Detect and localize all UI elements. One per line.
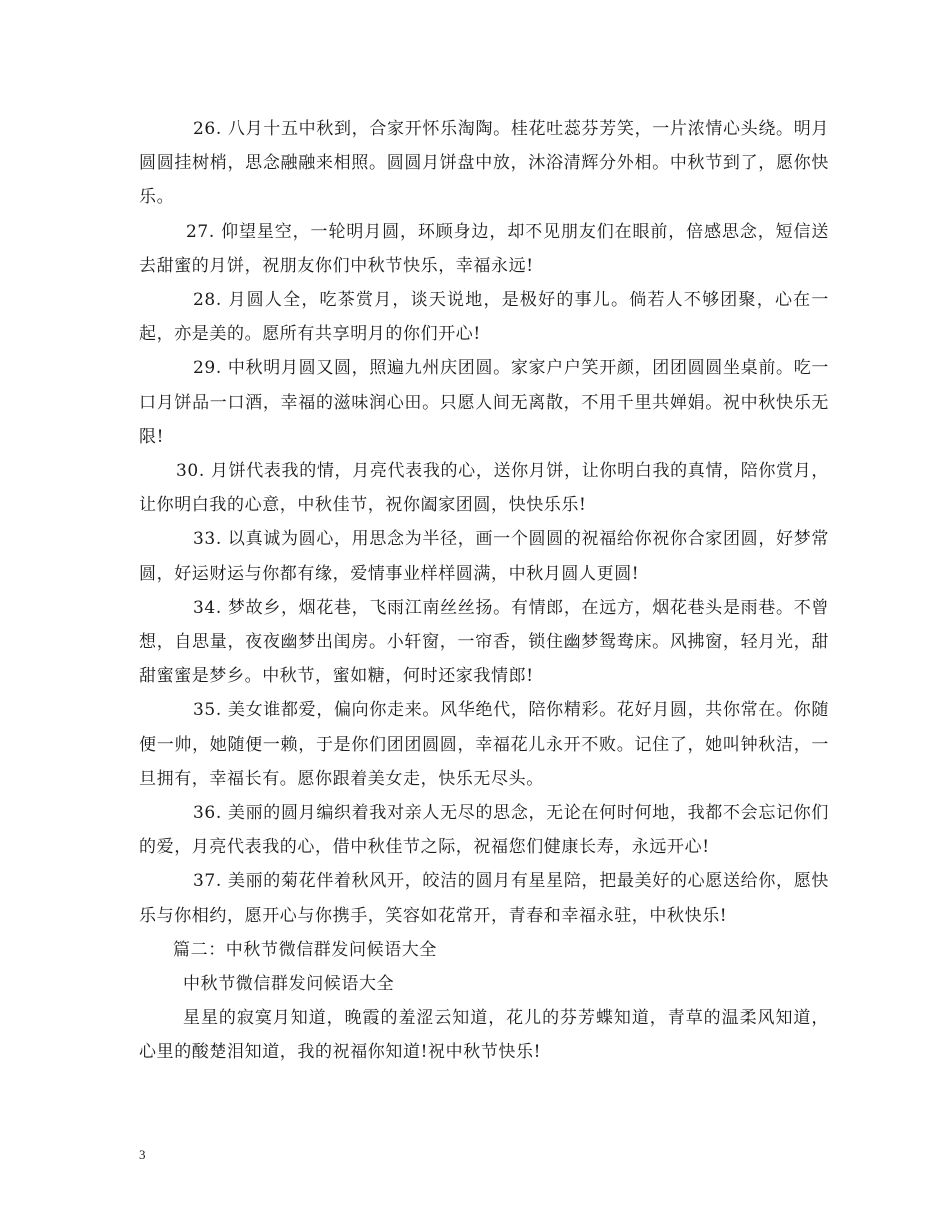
paragraph-27: 27. 仰望星空，一轮明月圆，环顾身边，却不见朋友们在眼前，倍感思念，短信送去甜蜜的月饼，祝朋友你们中秋节快乐，幸福永远! [139, 221, 829, 276]
paragraph-28: 28. 月圆人全，吃茶赏月，谈天说地，是极好的事儿。倘若人不够团聚，心在一起，亦是美的。愿所有共享明月的你们开心! [139, 290, 829, 345]
section-heading: 篇二：中秋节微信群发问候语大全 [173, 939, 437, 960]
paragraph-37: 37. 美丽的菊花伴着秋风开，皎洁的圆月有星星陪，把最美好的心愿送给你，愿快乐与你相约，愿开心与你携手，笑容如花常开，青春和幸福永驻，中秋快乐! [139, 871, 829, 926]
paragraph-26: 26. 八月十五中秋到，合家开怀乐淘陶。桂花吐蕊芬芳笑，一片浓情心头绕。明月圆圆挂树梢，思念融融来相照。圆圆月饼盘中放，沐浴清辉分外相。中秋节到了，愿你快乐。 [139, 119, 829, 208]
paragraph-greeting: 星星的寂寞月知道，晚霞的羞涩云知道，花儿的芬芳蝶知道，青草的温柔风知道，心里的酸楚泪知道，我的祝福你知道!祝中秋节快乐! [139, 1008, 829, 1063]
paragraph-33: 33. 以真诚为圆心，用思念为半径，画一个圆圆的祝福给你祝你合家团圆，好梦常圆，好运财运与你都有缘，爱情事业样样圆满，中秋月圆人更圆! [139, 529, 829, 584]
paragraph-29: 29. 中秋明月圆又圆，照遍九州庆团圆。家家户户笑开颜，团团圆圆坐桌前。吃一口月饼品一口酒，幸福的滋味润心田。只愿人间无离散，不用千里共婵娟。祝中秋快乐无限! [139, 358, 829, 447]
section-subtitle: 中秋节微信群发问候语大全 [183, 974, 395, 995]
page-number: 3 [139, 1147, 146, 1162]
paragraph-36: 36. 美丽的圆月编织着我对亲人无尽的思念，无论在何时何地，我都不会忘记你们的爱，月亮代表我的心，借中秋佳节之际，祝福您们健康长寿，永远开心! [139, 803, 829, 858]
document-body [139, 112, 829, 1070]
paragraph-35: 35. 美女谁都爱，偏向你走来。风华绝代，陪你精彩。花好月圆，共你常在。你随便一帅，她随便一赖，于是你们团团圆圆，幸福花儿永开不败。记住了，她叫钟秋洁，一旦拥有，幸福长有。愿你跟着美女走，快乐无尽头。 [139, 700, 829, 789]
paragraph-30: 30. 月饼代表我的情，月亮代表我的心，送你月饼，让你明白我的真情，陪你赏月，让你明白我的心意，中秋佳节，祝你阖家团圆，快快乐乐! [139, 461, 829, 516]
paragraph-34: 34. 梦故乡，烟花巷，飞雨江南丝丝扬。有情郎，在远方，烟花巷头是雨巷。不曾想，自思量，夜夜幽梦出闺房。小轩窗，一帘香，锁住幽梦鸳鸯床。风拂窗，轻月光，甜甜蜜蜜是梦乡。中秋节，蜜如糖，何时还家我情郎! [139, 597, 829, 687]
